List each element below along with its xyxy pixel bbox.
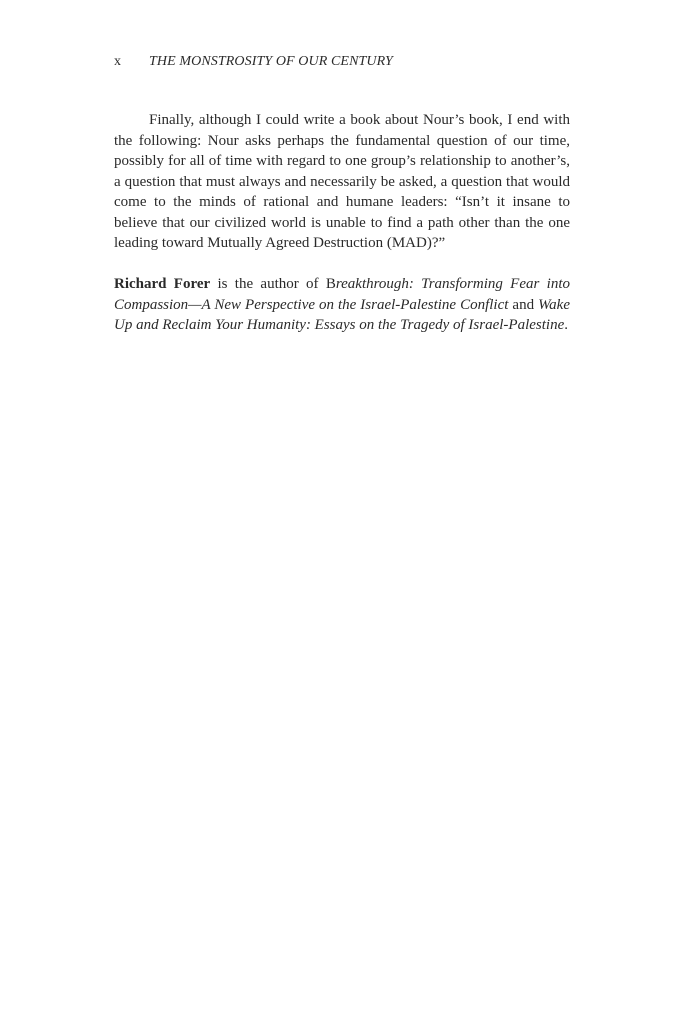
closing-paragraph: Finally, although I could write a book about Nour’s book, I end with the following: Nour asks perhaps the fundamental question of our time, possibly for all of time with regard to one group’s relationship to another’s, a question that must always and necessarily be asked, a question that would come to the minds of rational and humane leaders: “Isn’t it insane to believe that our civilized world is unable to find a path other than the one leading toward Mutually Agreed Destruction (MAD)?” [114,112,570,251]
running-head-title: THE MONSTROSITY OF OUR CENTURY [149,54,393,69]
bio-text-3: . [564,317,568,333]
page-number: x [114,54,121,69]
running-head [114,53,393,71]
author-bio [114,274,570,336]
book-title-2: Wake Up and Reclaim Your Humanity: Essays on the Tragedy of Israel-Palestine [114,296,570,333]
book-title-1: reakthrough: Transforming Fear into Compassion—A New Perspective on the Israel-Palestine Conflict [114,276,570,313]
author-name: Richard Forer [114,276,211,292]
bio-text-2: and [508,296,539,313]
bio-text-1: is the author of B [210,276,336,292]
body-text [114,110,570,336]
